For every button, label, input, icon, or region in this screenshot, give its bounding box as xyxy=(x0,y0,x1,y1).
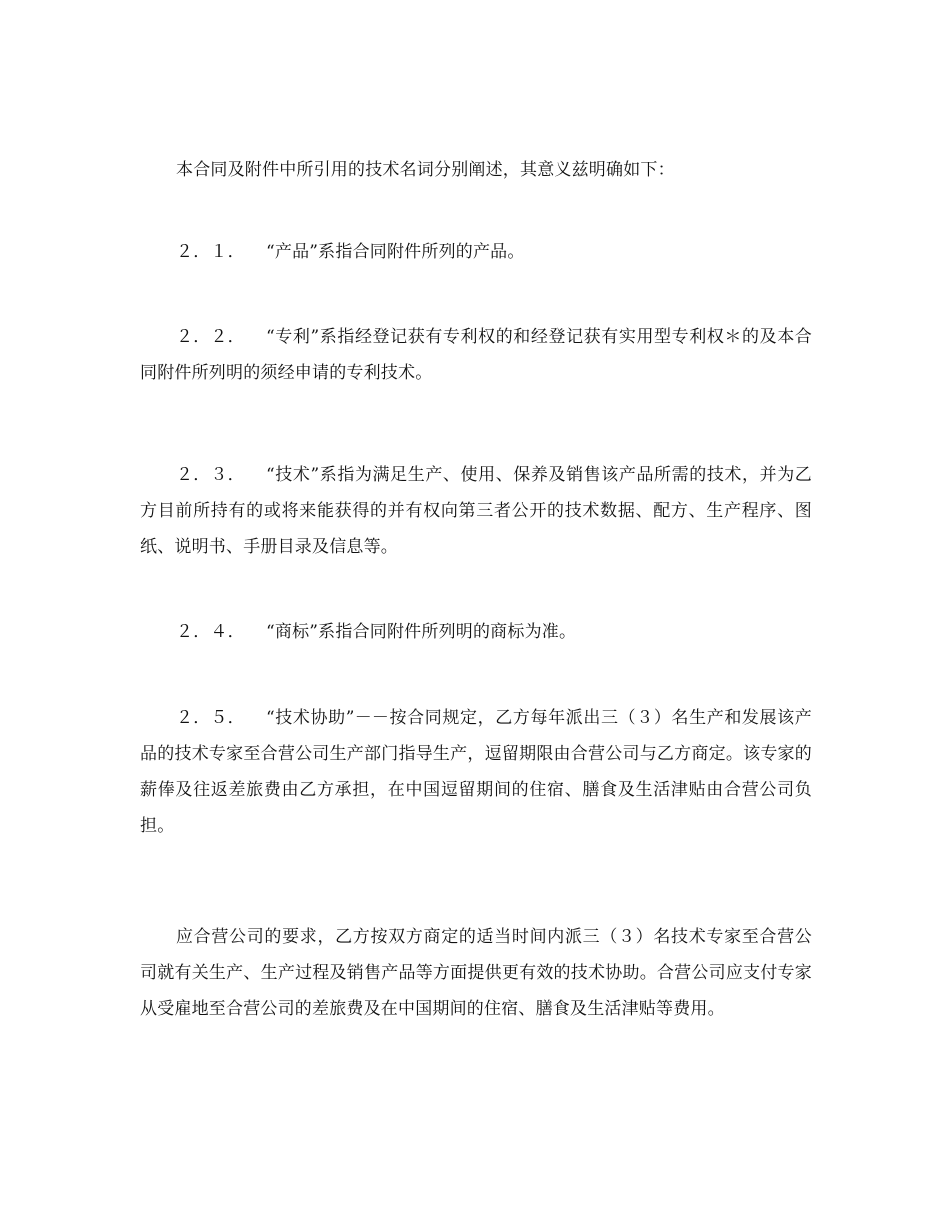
intro-paragraph xyxy=(140,152,812,188)
definition-item-patent xyxy=(140,319,812,391)
definition-number: ２．１． xyxy=(176,242,245,262)
assistance-text: 应合营公司的要求，乙方按双方商定的适当时间内派三（３）名技术专家至合营公司就有关生产、生产过程及销售产品等方面提供更有效的技术协助。合营公司应支付专家从受雇地至合营公司的差旅费及在中国期间的住宿、膳食及生活津贴等费用。 xyxy=(140,927,812,1019)
definition-text: “商标”系指合同附件所列明的商标为准。 xyxy=(266,622,577,642)
definition-number: ２．２． xyxy=(176,327,245,347)
definition-item-technology xyxy=(140,457,812,565)
definition-text: “技术协助”－－按合同规定，乙方每年派出三（３）名生产和发展该产品的技术专家至合营公司生产部门指导生产，逗留期限由合营公司与乙方商定。该专家的薪俸及往返差旅费由乙方承担，在中国逗留期间的住宿、膳食及生活津贴由合营公司负担。 xyxy=(140,708,812,836)
assistance-paragraph xyxy=(140,919,812,1027)
definition-item-product xyxy=(140,234,812,270)
intro-text: 本合同及附件中所引用的技术名词分别阐述，其意义兹明确如下： xyxy=(176,160,675,180)
definition-text: “专利”系指经登记获有专利权的和经登记获有实用型专利权＊的及本合同附件所列明的须经申请的专利技术。 xyxy=(140,327,812,383)
definition-item-trademark xyxy=(140,614,812,650)
definition-number: ２．４． xyxy=(176,622,245,642)
definition-item-technical-assistance xyxy=(140,700,812,844)
definition-text: “产品”系指合同附件所列的产品。 xyxy=(266,242,525,262)
definition-text: “技术”系指为满足生产、使用、保养及销售该产品所需的技术，并为乙方目前所持有的或将来能获得的并有权向第三者公开的技术数据、配方、生产程序、图纸、说明书、手册目录及信息等。 xyxy=(140,465,812,557)
definition-number: ２．５． xyxy=(176,708,245,728)
definition-number: ２．３． xyxy=(176,465,245,485)
